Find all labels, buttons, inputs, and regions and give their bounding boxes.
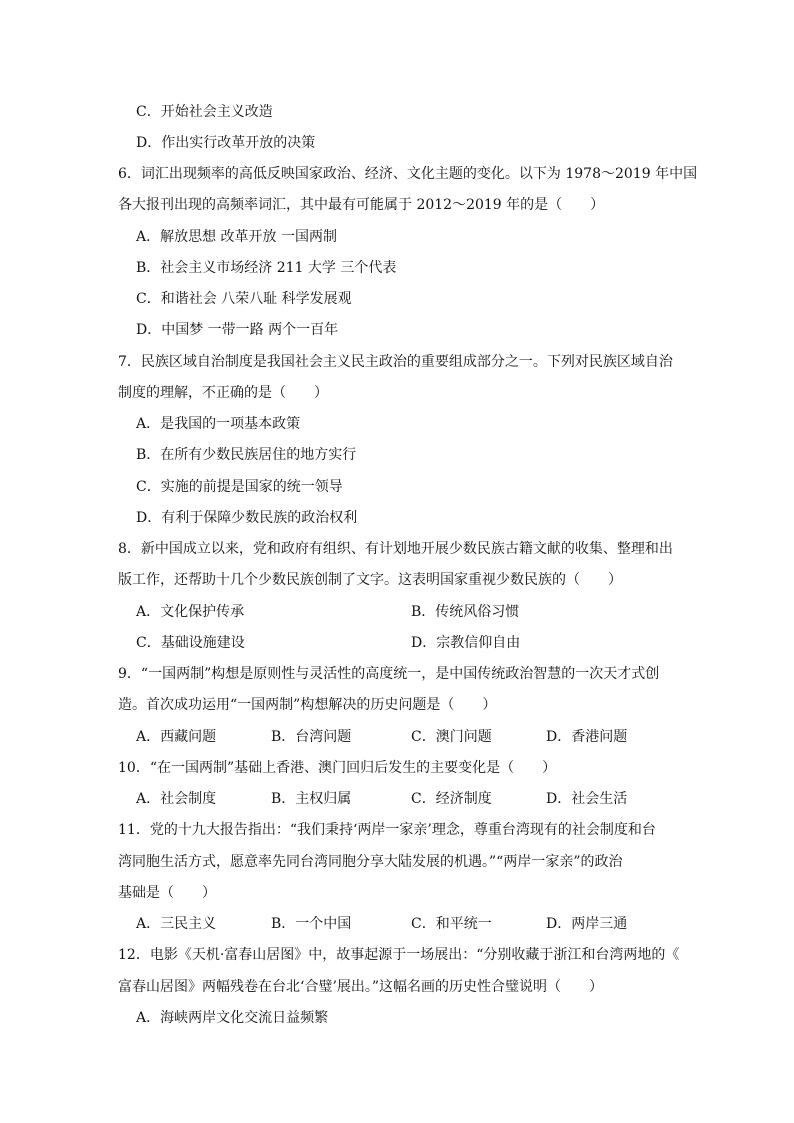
question-6-option-c: C．和谐社会 八荣八耻 科学发展观	[136, 291, 352, 307]
question-11-option-d: D．两岸三通	[546, 916, 628, 932]
question-6-line-1: 6．词汇出现频率的高低反映国家政治、经济、文化主题的变化。以下为 1978～2019 年中国	[118, 166, 698, 182]
question-11-line-1: 11．党的十九大报告指出：“我们秉持‘两岸一家亲’理念，尊重台湾现有的社会制度和台	[118, 822, 656, 838]
question-11-line-2: 湾同胞生活方式，愿意率先同台湾同胞分享大陆发展的机遇。”“两岸一家亲”的政治	[118, 854, 623, 870]
question-7-option-a: A．是我国的一项基本政策	[136, 416, 301, 432]
question-6-option-d: D．中国梦 一带一路 两个一百年	[136, 322, 339, 338]
question-7-option-c: C．实施的前提是国家的统一领导	[136, 479, 343, 495]
question-8-line-1: 8．新中国成立以来，党和政府有组织、有计划地开展少数民族古籍文献的收集、整理和出	[118, 541, 673, 557]
pre-option-c: C．开始社会主义改造	[136, 104, 273, 120]
question-11-option-a: A．三民主义	[136, 916, 217, 932]
question-10-option-d: D．社会生活	[546, 791, 628, 807]
question-10-option-b: B．主权归属	[271, 791, 352, 807]
question-10-option-a: A．社会制度	[136, 791, 217, 807]
question-9-line-1: 9．“一国两制”构想是原则性与灵活性的高度统一，是中国传统政治智慧的一次天才式创	[118, 666, 660, 682]
question-6-line-2: 各大报刊出现的高频率词汇，其中最有可能属于 2012～2019 年的是（ ）	[118, 197, 605, 213]
question-8-line-2: 版工作，还帮助十几个少数民族创制了文字。这表明国家重视少数民族的（ ）	[118, 572, 622, 588]
question-7-line-1: 7．民族区域自治制度是我国社会主义民主政治的重要组成部分之一。下列对民族区域自治	[118, 354, 673, 370]
question-8-option-a: A．文化保护传承	[136, 604, 245, 620]
question-9-option-b: B．台湾问题	[271, 729, 352, 745]
question-7-option-d: D．有利于保障少数民族的政治权利	[136, 510, 358, 526]
question-12-line-1: 12．电影《天机·富春山居图》中，故事起源于一场展出：“分别收藏于浙江和台湾两地的《	[118, 947, 680, 963]
question-12-option-a: A．海峡两岸文化交流日益频繁	[136, 1010, 329, 1026]
question-11-line-3: 基础是（ ）	[118, 885, 216, 901]
question-8-option-c: C．基础设施建设	[136, 635, 245, 651]
question-8-option-b: B．传统风俗习惯	[411, 604, 520, 620]
question-7-line-2: 制度的理解，不正确的是（ ）	[118, 385, 328, 401]
question-11-option-c: C．和平统一	[411, 916, 492, 932]
pre-option-d: D．作出实行改革开放的决策	[136, 135, 316, 151]
question-6-option-a: A．解放思想 改革开放 一国两制	[136, 229, 338, 245]
question-9-option-a: A．西藏问题	[136, 729, 217, 745]
question-10-option-c: C．经济制度	[411, 791, 492, 807]
question-9-option-c: C．澳门问题	[411, 729, 492, 745]
question-7-option-b: B．在所有少数民族居住的地方实行	[136, 447, 357, 463]
question-10-line-1: 10．“在一国两制”基础上香港、澳门回归后发生的主要变化是（ ）	[118, 760, 557, 776]
question-11-option-b: B．一个中国	[271, 916, 352, 932]
question-6-option-b: B．社会主义市场经济 211 大学 三个代表	[136, 260, 397, 276]
question-9-option-d: D．香港问题	[546, 729, 628, 745]
question-9-line-2: 造。首次成功运用“一国两制”构想解决的历史问题是（ ）	[118, 697, 497, 713]
question-8-option-d: D．宗教信仰自由	[411, 635, 521, 651]
question-12-line-2: 富春山居图》两幅残卷在台北‘合璧’展出。”这幅名画的历史性合璧说明（ ）	[118, 979, 604, 995]
